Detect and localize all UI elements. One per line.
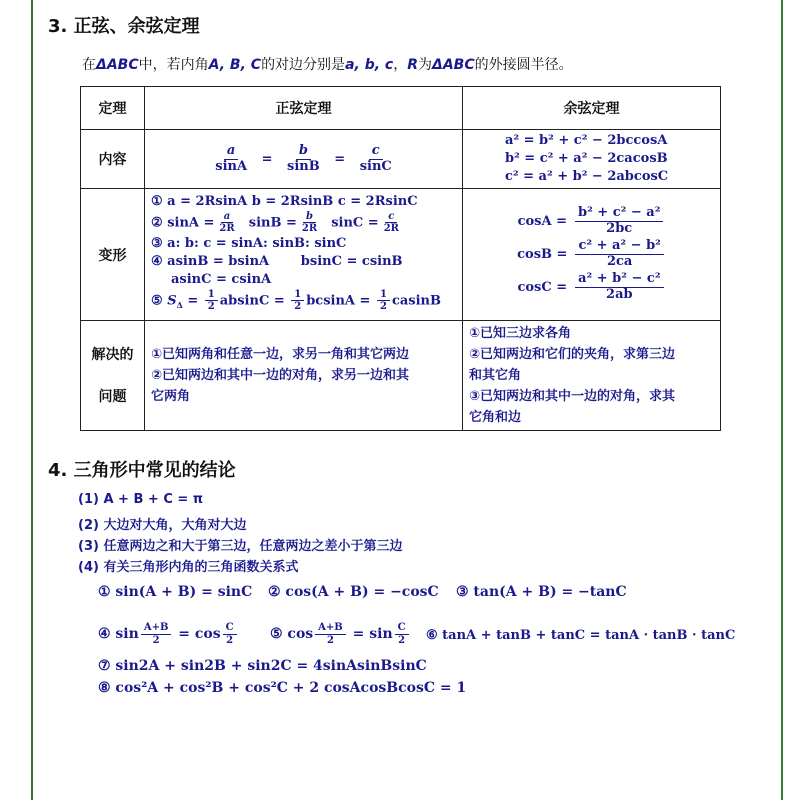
formula-5: ⑤ cos $\frac{A+B}{2}$ = sin $\frac{C}{2}$ <box>270 622 411 646</box>
row-label-content: 内容 <box>81 130 145 189</box>
formula-6: ⑥ tanA + tanB + tanC = tanA · tanB · tanC <box>426 628 736 643</box>
section-3-title: 3. 正弦、余弦定理 <box>48 16 200 37</box>
header-law-of-sines: 正弦定理 <box>145 87 463 130</box>
table-row-content <box>81 130 721 189</box>
formula-3: ③ tan(A + B) = −tanC <box>456 584 627 600</box>
sine-law-problems: ①已知两角和任意一边，求另一角和其它两边 ②已知两边和其中一边的对角，求另一边和其 它两角 <box>145 321 463 431</box>
sine-law-content: $\frac{a}{\sin A}$ = $\frac{b}{\sin B}$ = $\frac{c}{\sin C}$ <box>145 130 463 189</box>
header-theorem: 定理 <box>81 87 145 130</box>
row-label-problems: 解决的 问题 <box>81 321 145 431</box>
table-header-row <box>81 87 721 130</box>
section-3-intro: 在ΔABC中，若内角A, B, C的对边分别是a, b, c，R为ΔABC的外接圆半径。 <box>82 57 573 73</box>
section-4-title: 4. 三角形中常见的结论 <box>48 460 236 481</box>
page-border-right <box>781 0 783 800</box>
formula-4: ④ sin $\frac{A+B}{2}$ = cos $\frac{C}{2}$ <box>98 622 239 646</box>
page-border-left <box>31 0 33 800</box>
cosine-law-problems: ①已知三边求各角 ②已知两边和它们的夹角，求第三边 和其它角 ③已知两边和其中一边的对角，求其 它角和边 <box>463 321 721 431</box>
cosine-law-content: a² = b² + c² − 2bccosA b² = c² + a² − 2cacosB c² = a² + b² − 2abcosC <box>463 130 721 189</box>
table-row-problems <box>81 321 721 431</box>
conclusion-item-2: (2) 大边对大角，大角对大边 <box>78 518 247 533</box>
conclusion-item-1: (1) A + B + C = π <box>78 492 204 507</box>
law-comparison-table <box>80 86 721 431</box>
sine-law-variants: ① a = 2RsinA b = 2RsinB c = 2RsinC ② sinA = $\frac{a}{2R}$ sinB = $\frac{b}{2R}$ sinC = $\frac{c}{2R}$ ③ a: b: c = sinA: sinB: sinC ④ asinB = bsinA bsinC = csinB asinC = csinA ⑤ $S_\Delta$ = $\frac{1}{2}$ absinC = $\frac{1}{2}$ bcsinA = $\frac{1}{2}$ casinB <box>145 189 463 321</box>
row-label-variants: 变形 <box>81 189 145 321</box>
header-law-of-cosines: 余弦定理 <box>463 87 721 130</box>
formula-2: ② cos(A + B) = −cosC <box>268 584 439 600</box>
formula-8: ⑧ cos²A + cos²B + cos²C + 2 cosAcosBcosC = 1 <box>98 680 467 696</box>
formula-7: ⑦ sin2A + sin2B + sin2C = 4sinAsinBsinC <box>98 658 427 674</box>
table-row-variants <box>81 189 721 321</box>
conclusion-item-4: (4) 有关三角形内角的三角函数关系式 <box>78 560 299 575</box>
conclusion-item-3: (3) 任意两边之和大于第三边，任意两边之差小于第三边 <box>78 539 403 554</box>
cosine-law-variants: cosA = $\frac{\text{b² + c² − a²}}{2bc}$ cosB = $\frac{\text{c² + a² − b²}}{2ca}$ cosC = $\frac{\text{a² + b² − c²}}{2ab}$ <box>463 189 721 321</box>
formula-1: ① sin(A + B) = sinC <box>98 584 253 600</box>
